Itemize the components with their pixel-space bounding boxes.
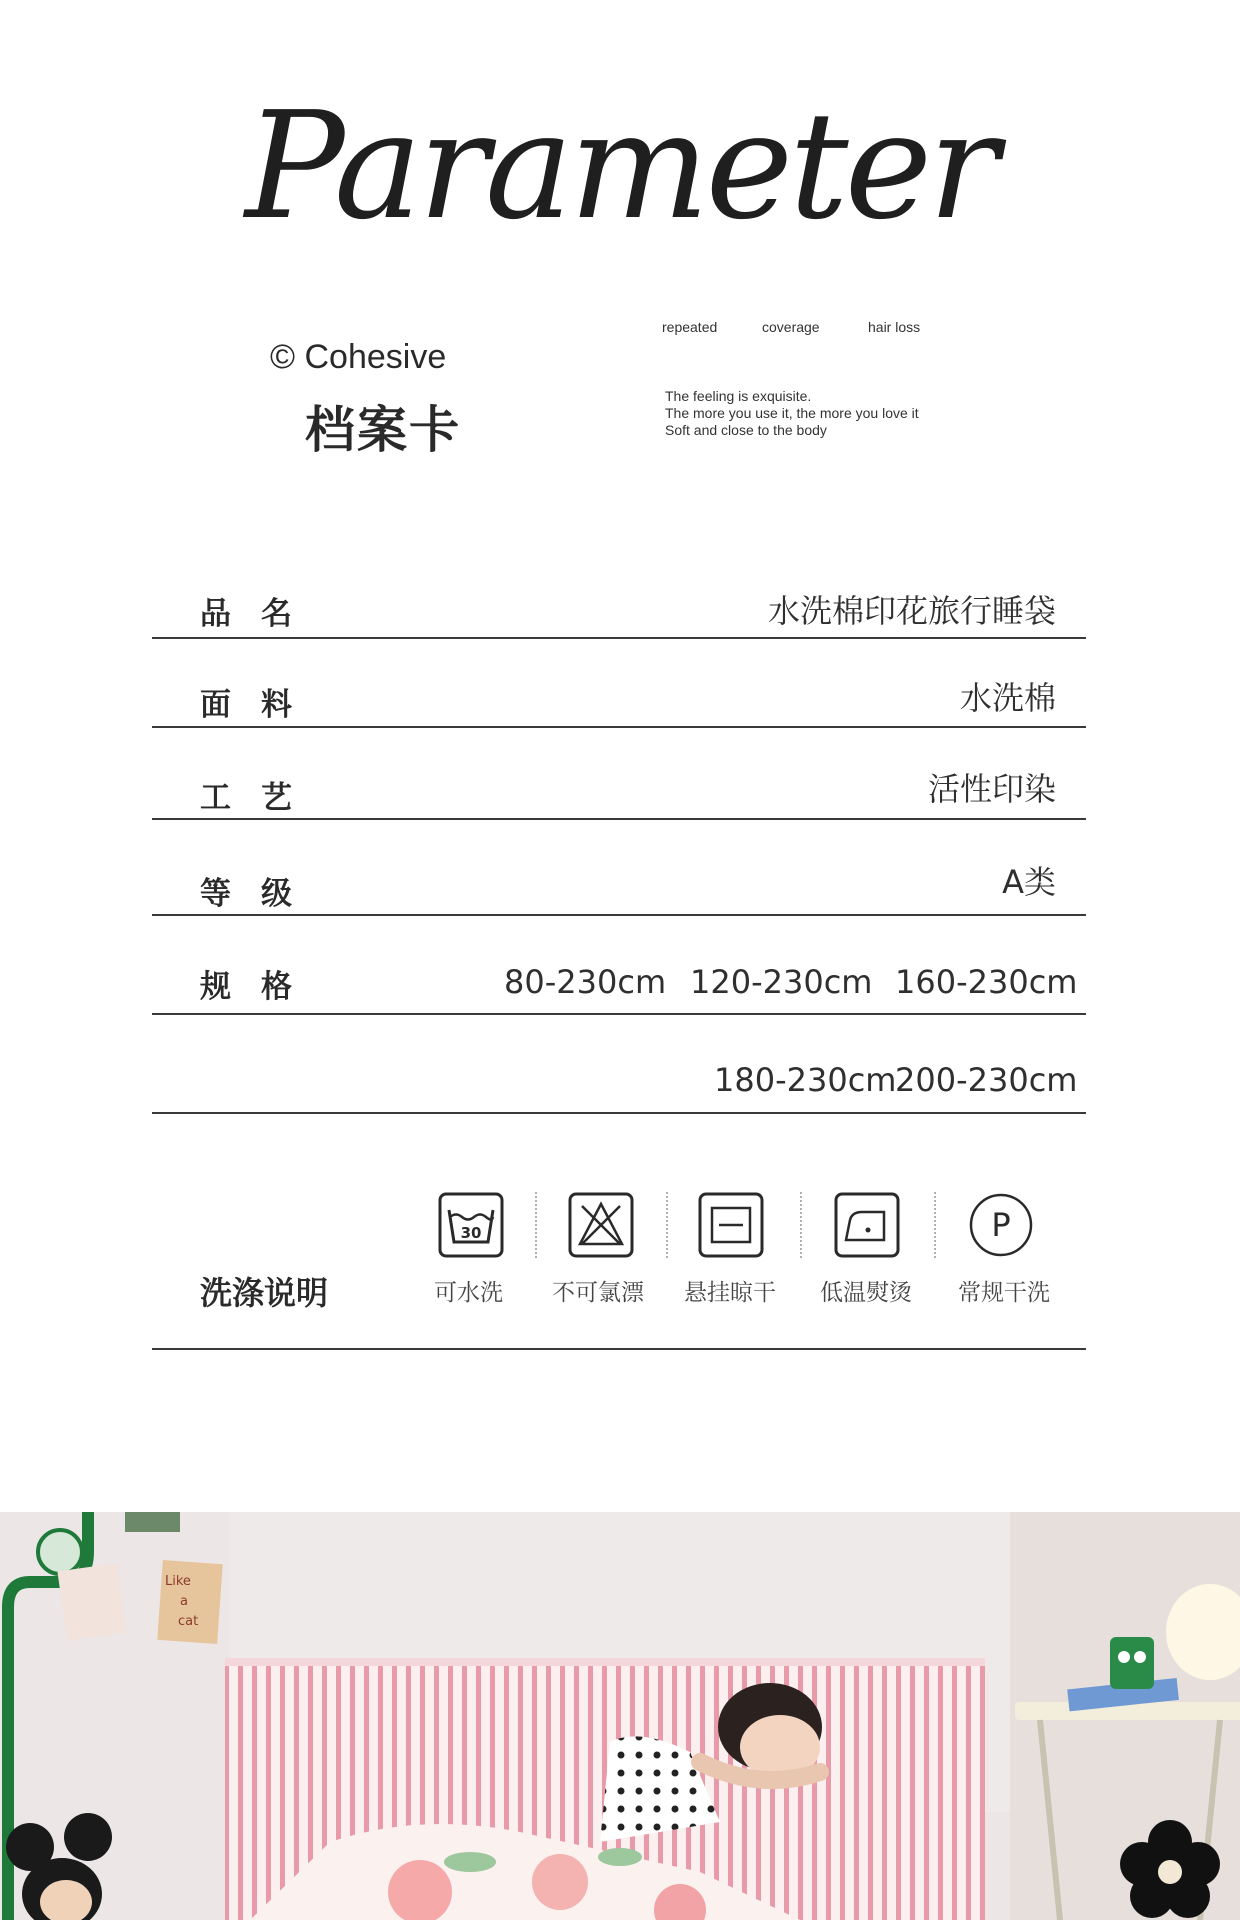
divider — [800, 1192, 802, 1258]
spec-row-size-2 — [152, 1015, 1086, 1114]
spec-row-size — [152, 916, 1086, 1015]
svg-text:cat: cat — [178, 1614, 199, 1629]
wash-caption: 可水洗 — [434, 1280, 503, 1306]
tagline-line: The feeling is exquisite. — [665, 388, 812, 404]
wash-row — [152, 1114, 1086, 1350]
spec-row-craft — [152, 728, 1086, 820]
spec-label: 等级 — [200, 876, 322, 912]
divider — [535, 1192, 537, 1258]
tagline — [665, 388, 919, 439]
spec-label: 工艺 — [200, 780, 322, 816]
tag-hair-loss: hair loss — [868, 319, 921, 335]
spec-row-name — [152, 560, 1086, 639]
green-mug — [1110, 1637, 1154, 1689]
spec-label: 品名 — [200, 596, 322, 632]
svg-text:30: 30 — [460, 1224, 482, 1242]
wash-caption: 不可氯漂 — [552, 1280, 644, 1306]
brand-name: © Cohesive — [270, 338, 447, 376]
svg-text:a: a — [180, 1594, 188, 1609]
spec-row-fabric — [152, 639, 1086, 728]
tagline-line: Soft and close to the body — [665, 422, 827, 438]
size-value: 120-230cm — [690, 963, 873, 1001]
spec-row-grade — [152, 820, 1086, 916]
size-value: 200-230cm — [895, 1061, 1078, 1099]
spec-value: 水洗棉 — [959, 679, 1056, 717]
svg-text:Like: Like — [165, 1574, 191, 1589]
spec-label: 面料 — [200, 687, 322, 723]
divider — [934, 1192, 936, 1258]
no-bleach-icon — [568, 1192, 634, 1258]
divider — [666, 1192, 668, 1258]
size-value: 80-230cm — [504, 963, 667, 1001]
hang-dry-icon — [698, 1192, 764, 1258]
poster — [157, 1560, 222, 1644]
tagline-line: The more you use it, the more you love it — [665, 405, 919, 421]
poster — [57, 1563, 126, 1641]
dry-clean-icon — [968, 1192, 1034, 1258]
spec-value: 活性印染 — [927, 770, 1056, 808]
spec-value: A类 — [1002, 863, 1056, 901]
profile-card-title: 档案卡 — [305, 401, 461, 459]
size-value: 160-230cm — [895, 963, 1078, 1001]
wash-label: 洗涤说明 — [200, 1274, 329, 1312]
low-iron-icon — [834, 1192, 900, 1258]
tag-repeated: repeated — [662, 319, 718, 335]
size-value: 180-230cm — [714, 1061, 897, 1099]
wash-caption: 悬挂晾干 — [684, 1280, 776, 1306]
wash-30-icon — [438, 1192, 504, 1258]
wash-caption: 常规干洗 — [958, 1280, 1050, 1306]
svg-text:P: P — [991, 1206, 1011, 1244]
product-photo — [0, 1512, 1240, 1920]
spec-value: 水洗棉印花旅行睡袋 — [767, 592, 1056, 630]
spec-label: 规格 — [200, 969, 322, 1005]
wash-caption: 低温熨烫 — [820, 1280, 912, 1306]
page-title: Parameter — [245, 80, 995, 252]
tag-coverage: coverage — [762, 319, 820, 335]
